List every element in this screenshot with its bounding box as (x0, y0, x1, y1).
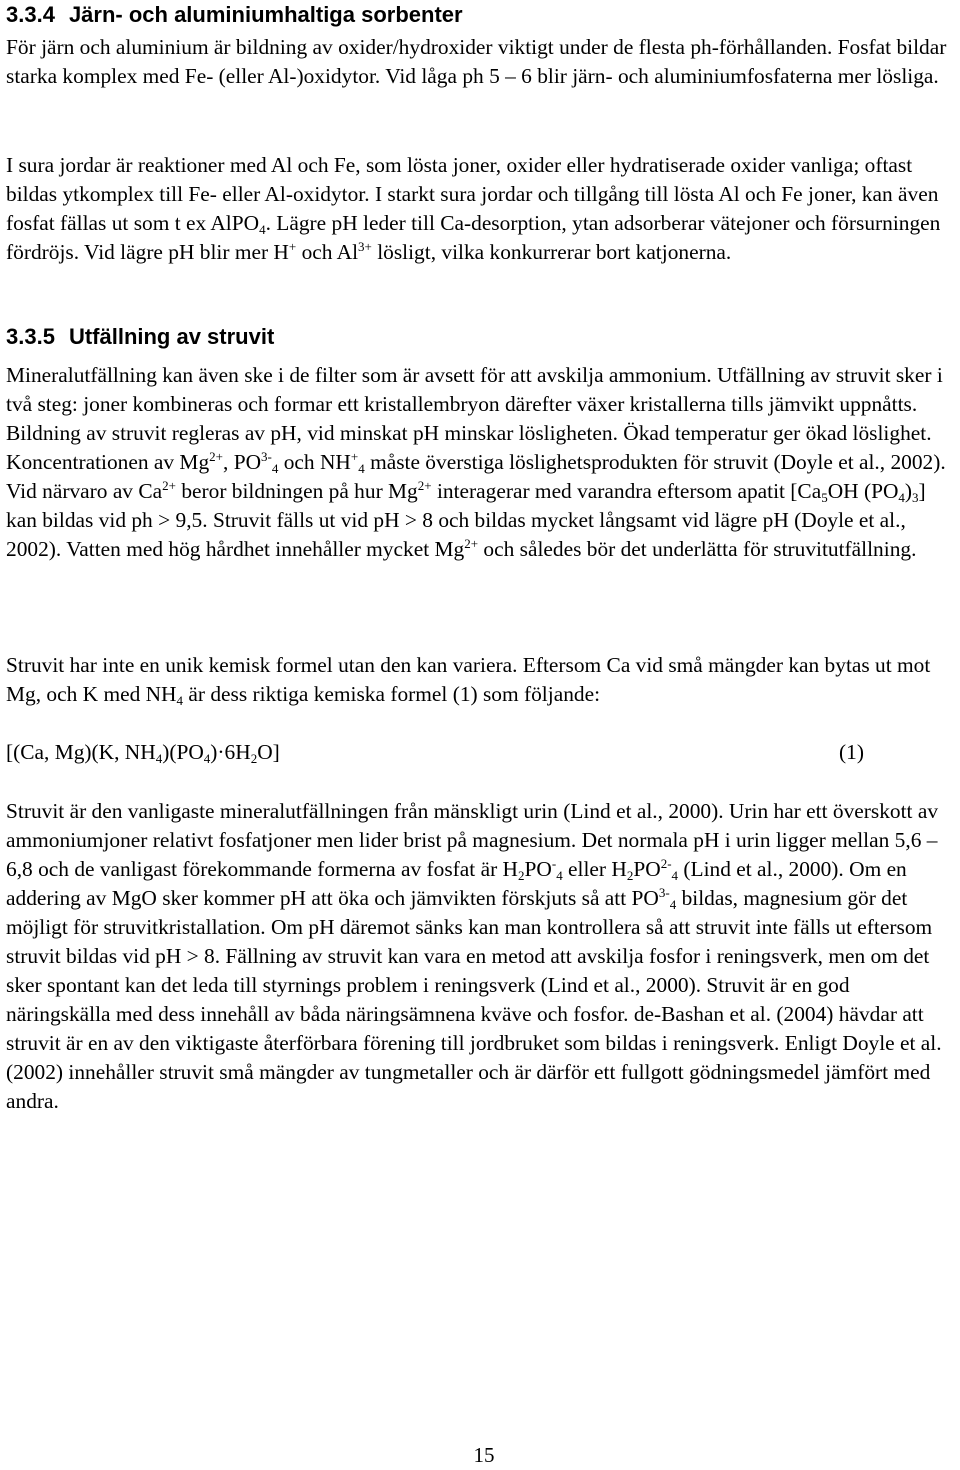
chemical-formula (6, 738, 280, 767)
subscript: 5 (821, 490, 828, 505)
text-run: (Lind et al., 2000). Om en addering av MgO sker kommer pH att öka och jämvikten förskjuts så att PO (6, 857, 907, 910)
subscript: 4 (358, 461, 365, 476)
text-run: eller H (562, 857, 627, 881)
text-run: [(Ca, Mg)(K, NH (6, 740, 156, 764)
text-run: OH (PO (827, 479, 899, 503)
text-run: PO (633, 857, 661, 881)
subscript: 4 (271, 461, 279, 476)
section-heading-334 (6, 0, 463, 30)
text-run: måste överstiga löslighetsprodukten för struvit (Doyle et al., 2002). Vid närvaro av Ca (6, 450, 946, 503)
text-run: , PO (223, 450, 262, 474)
text-run: och Al (296, 240, 359, 264)
subscript: 4 (155, 751, 163, 766)
text-run: beror bildningen på hur Mg (175, 479, 418, 503)
section-title: Järn- och aluminiumhaltiga sorbenter (68, 2, 463, 27)
subscript: 4 (203, 751, 211, 766)
text-run: . Lägre pH leder till Ca-desorption, ytan adsorberar vätejoner och försurningen fördröjs. Vid lägre pH blir mer H (6, 211, 941, 264)
superscript: + (288, 239, 297, 254)
text-run: Struvit är den vanligaste mineralutfällningen från mänskligt urin (Lind et al., 2000). Urin har ett överskott av ammoniumjoner relativt fosfatjoner men lider brist på magnesium. Det normala pH i urin ligger mellan 5,6 – 6,8 och de vanligast förekommande formerna av fosfat är H (6, 799, 939, 881)
subscript: 2 (626, 868, 634, 883)
superscript: - (551, 856, 557, 871)
text-run: I sura jordar är reaktioner med Al och Fe, som lösta joner, oxider eller hydratiserade oxider vanliga; oftast bildas ytkomplex till Fe- eller Al-oxidytor. I starkt sura jordar och tillgång till lösta Al och Fe joner, kan även fosfat fällas ut som t ex AlPO (6, 153, 939, 235)
equation-label: (1) (839, 740, 864, 764)
text-run: ] kan bildas vid ph > 9,5. Struvit fälls ut vid pH > 8 och bildas mycket långsamt vid lägre pH (Doyle et al., 2002). Vatten med hög hårdhet innehåller mycket Mg (6, 479, 926, 561)
superscript: + (350, 449, 359, 464)
subscript: 4 (898, 490, 905, 505)
superscript: 3+ (358, 239, 372, 254)
superscript: 3- (658, 885, 670, 900)
text-run: O] (257, 740, 280, 764)
text-run: interagerar med varandra eftersom apatit [Ca (431, 479, 822, 503)
text-run: och NH (278, 450, 351, 474)
subscript: 2 (518, 868, 525, 883)
section-number: 3.3.5 (6, 324, 55, 349)
superscript: 2+ (209, 449, 223, 464)
section-number: 3.3.4 (6, 2, 55, 27)
paragraph-struvit-3 (6, 797, 952, 1116)
text-run: lösligt, vilka konkurrerar bort katjonerna. (371, 240, 732, 264)
text-run: ) (904, 479, 913, 503)
text-run: är dess riktiga kemiska formel (1) som följande: (183, 682, 601, 706)
text-run: bildas, magnesium gör det möjligt för struvitkristallation. Om pH däremot sänks kan man kontrollera så att struvit inte fälls ut eftersom struvit bildas vid pH > 8. Fällning av struvit kan vara en metod att avskilja fosfor i reningsverk, men om det sker spontant kan det leda till styrnings problem i reningsverk (Lind et al., 2000). Struvit är en god näringskälla med dess innehåll av båda näringsämnena kväve och fosfor. de-Bashan et al. (2004) hävdar att struvit är en av den viktigaste återförbara förening till jordbruket som bildas i reningsverk. Enligt Doyle et al. (2002) innehåller struvit små mängder av tungmetaller och är därför ett fullgott gödningsmedel jämfört med andra. (6, 886, 942, 1113)
text-run: Mineralutfällning kan även ske i de filter som är avsett för att avskilja ammonium. Utfällning av struvit sker i två steg: joner kombineras och formar ett kristallembryon därefter växer kristallerna tills jämvikt uppnåtts. Bildning av struvit regleras av pH, vid minskat pH minskar lösligheten. Ökad temperatur ger ökad löslighet. Koncentrationen av Mg (6, 363, 943, 474)
page-number: 15 (473, 1443, 495, 1467)
chemical-formula-row (6, 738, 864, 767)
superscript: 3- (261, 449, 272, 464)
superscript: 2+ (464, 536, 479, 551)
subscript: 4 (669, 897, 677, 912)
text-run: )·6H (210, 740, 251, 764)
section-heading-335 (6, 322, 274, 352)
subscript: 4 (556, 868, 563, 883)
text-run: )(PO (162, 740, 204, 764)
subscript: 3 (912, 490, 919, 505)
paragraph-text: För järn och aluminium är bildning av oxider/hydroxider viktigt under de flesta ph-förhållanden. Fosfat bildar starka komplex med Fe- (eller Al-)oxidytor. Vid låga ph 5 – 6 blir järn- och aluminiumfosfaterna mer lösliga. (6, 35, 947, 88)
superscript: 2+ (162, 478, 176, 493)
text-run: PO (524, 857, 552, 881)
superscript: 2- (660, 856, 672, 871)
paragraph-sorbenter-1 (6, 33, 952, 91)
subscript: 4 (671, 868, 679, 883)
subscript: 4 (176, 693, 184, 708)
paragraph-struvit-1 (6, 361, 952, 564)
section-title: Utfällning av struvit (68, 324, 275, 349)
text-run: och således bör det underlätta för struvitutfällning. (478, 537, 917, 561)
subscript: 2 (250, 751, 258, 766)
paragraph-sorbenter-2 (6, 151, 952, 267)
text-run: Struvit har inte en unik kemisk formel utan den kan variera. Eftersom Ca vid små mängder kan bytas ut mot Mg, och K med NH (6, 653, 931, 706)
superscript: 2+ (417, 478, 432, 493)
subscript: 4 (259, 222, 266, 237)
paragraph-struvit-2 (6, 651, 952, 709)
